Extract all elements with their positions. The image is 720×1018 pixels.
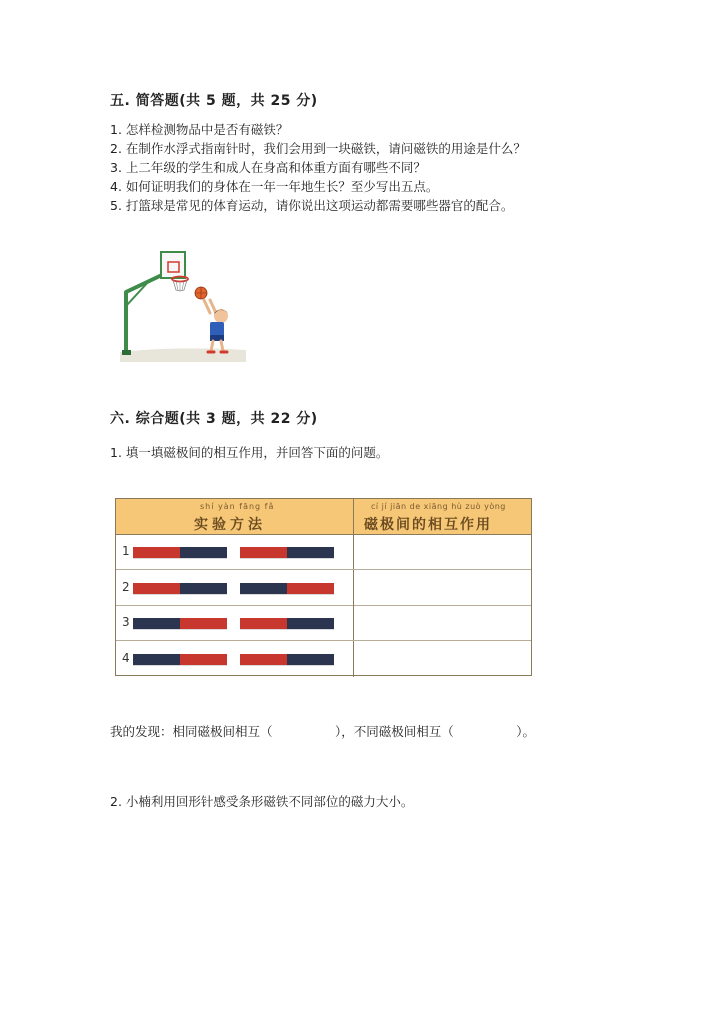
table-row xyxy=(116,534,531,570)
bar-magnet-left xyxy=(133,583,227,594)
bar-magnet-left xyxy=(133,618,227,629)
finding-sentence: 我的发现：相同磁极间相互（ ），不同磁极间相互（ ）。 xyxy=(110,724,536,739)
col1-pinyin: shí yàn fāng fǎ xyxy=(200,502,275,511)
bar-magnet-right xyxy=(240,547,334,558)
col2-label: 磁极间的相互作用 xyxy=(364,517,492,533)
comprehensive-question-2: 2. 小楠利用回形针感受条形磁铁不同部位的磁力大小。 xyxy=(110,794,414,809)
bar-magnet-left xyxy=(133,654,227,665)
question-3: 3. 上二年级的学生和成人在身高和体重方面有哪些不同？ xyxy=(110,160,426,175)
row-number: 3 xyxy=(122,615,130,629)
red-pole xyxy=(133,583,180,594)
section-6-title: 六. 综合题(共 3 题，共 22 分) xyxy=(110,411,318,427)
bar-magnet-left xyxy=(133,547,227,558)
question-5: 5. 打篮球是常见的体育运动，请你说出这项运动都需要哪些器官的配合。 xyxy=(110,198,514,213)
blue-pole xyxy=(133,654,180,665)
comprehensive-question-1: 1. 填一填磁极间的相互作用，并回答下面的问题。 xyxy=(110,445,389,460)
question-2: 2. 在制作水浮式指南针时，我们会用到一块磁铁，请问磁铁的用途是什么？ xyxy=(110,141,526,156)
bar-magnet-right xyxy=(240,583,334,594)
row-number: 2 xyxy=(122,579,130,594)
row-number: 1 xyxy=(122,544,130,558)
answer-cell[interactable] xyxy=(355,605,531,640)
red-pole xyxy=(240,654,287,665)
blue-pole xyxy=(240,583,287,594)
col1-label: 实验方法 xyxy=(194,517,266,533)
bar-magnet-right xyxy=(240,618,334,629)
red-pole xyxy=(240,547,287,558)
answer-cell[interactable] xyxy=(355,570,531,605)
answer-cell[interactable] xyxy=(355,534,531,569)
red-pole xyxy=(180,618,227,629)
row-number: 4 xyxy=(122,650,130,665)
blue-pole xyxy=(287,547,334,558)
red-pole xyxy=(180,654,227,665)
blue-pole xyxy=(287,618,334,629)
red-pole xyxy=(240,618,287,629)
table-row xyxy=(116,641,531,677)
blue-pole xyxy=(287,654,334,665)
col2-pinyin: cí jí jiān de xiāng hù zuò yòng xyxy=(371,502,506,511)
table-row xyxy=(116,570,531,606)
red-pole xyxy=(133,547,180,558)
basketball-player-illustration xyxy=(118,250,248,365)
question-1: 1. 怎样检测物品中是否有磁铁？ xyxy=(110,122,289,137)
blue-pole xyxy=(180,583,227,594)
blue-pole xyxy=(133,618,180,629)
bar-magnet-right xyxy=(240,654,334,665)
answer-cell[interactable] xyxy=(355,641,531,677)
red-pole xyxy=(287,583,334,594)
section-5-title: 五. 简答题(共 5 题，共 25 分) xyxy=(110,93,318,109)
short-answer-questions xyxy=(110,120,526,215)
table-header xyxy=(116,499,531,535)
table-row xyxy=(116,605,531,641)
magnet-interaction-table xyxy=(115,498,532,676)
blue-pole xyxy=(180,547,227,558)
question-4: 4. 如何证明我们的身体在一年一年地生长？至少写出五点。 xyxy=(110,179,439,194)
